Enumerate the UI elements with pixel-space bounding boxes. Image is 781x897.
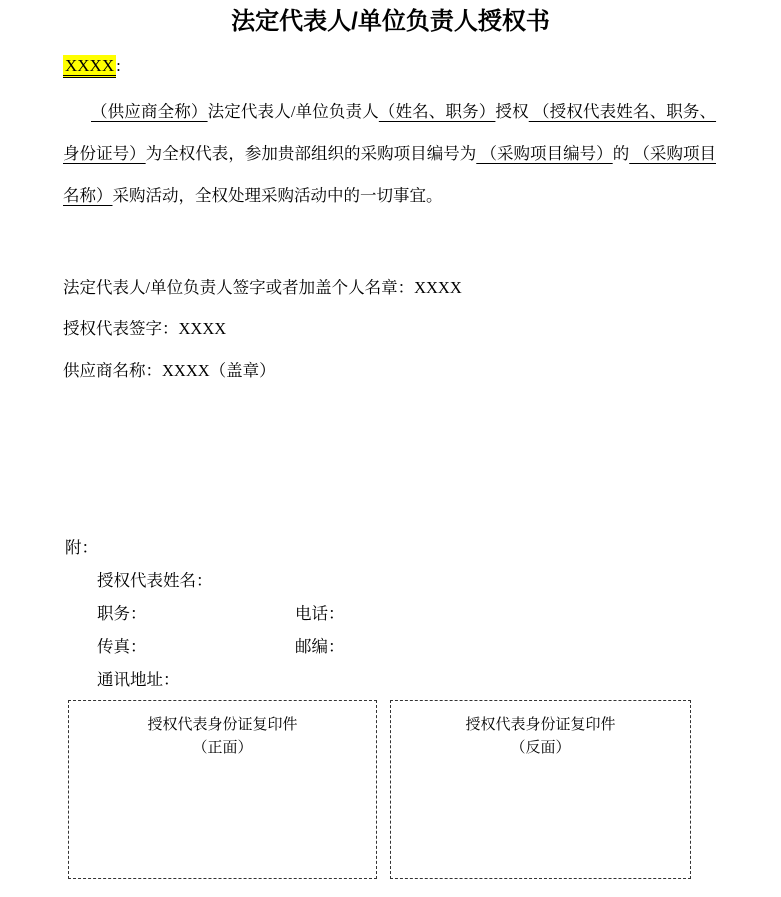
fill-in-blank-segment: （采购项目编号） (476, 144, 613, 163)
fill-in-blank-segment: （授权代表姓名、职务、身份证号） (63, 102, 717, 163)
paragraph-text-segment: 为全权代表，参加贵部组织的采购项目编号为 (145, 144, 477, 163)
fax-field-label: 传真： (97, 637, 147, 656)
id-card-front-box (68, 700, 377, 879)
position-field-label: 职务： (97, 604, 147, 623)
paragraph-text-segment: 采购活动，全权处理采购活动中的一切事宜。 (112, 186, 443, 205)
authorization-paragraph (63, 91, 716, 217)
paragraph-text-segment: 法定代表人/单位负责人 (207, 102, 379, 121)
salutation-colon: : (116, 56, 121, 75)
address-field-label: 通讯地址： (97, 670, 180, 689)
attachment-label: 附： (65, 538, 98, 557)
id-card-back-box (390, 700, 691, 879)
salutation-name-highlighted: XXXX (63, 55, 116, 78)
zip-field-label: 邮编： (295, 637, 345, 656)
legal-rep-signature-line: 法定代表人/单位负责人签字或者加盖个人名章：XXXX (63, 278, 462, 297)
id-card-back-box-side-label: （反面） (510, 740, 571, 756)
id-card-front-box-title: 授权代表身份证复印件 (147, 717, 298, 733)
id-card-front-box-side-label: （正面） (192, 740, 253, 756)
supplier-name-line: 供应商名称：XXXX（盖章） (63, 361, 276, 380)
salutation-line (63, 54, 121, 78)
paragraph-text-segment: 授权 (495, 102, 529, 121)
fill-in-blank-segment: （采购项目名称） (63, 144, 716, 205)
rep-name-field-label: 授权代表姓名： (97, 571, 213, 590)
authorized-rep-signature-line: 授权代表签字：XXXX (63, 319, 227, 338)
fill-in-blank-segment: （姓名、职务） (378, 102, 496, 121)
paragraph-text-segment: 的 (612, 144, 630, 163)
document-title: 法定代表人/单位负责人授权书 (231, 8, 550, 35)
fill-in-blank-segment: （供应商全称） (91, 102, 208, 121)
id-card-back-box-title: 授权代表身份证复印件 (465, 717, 616, 733)
phone-field-label: 电话： (295, 604, 345, 623)
